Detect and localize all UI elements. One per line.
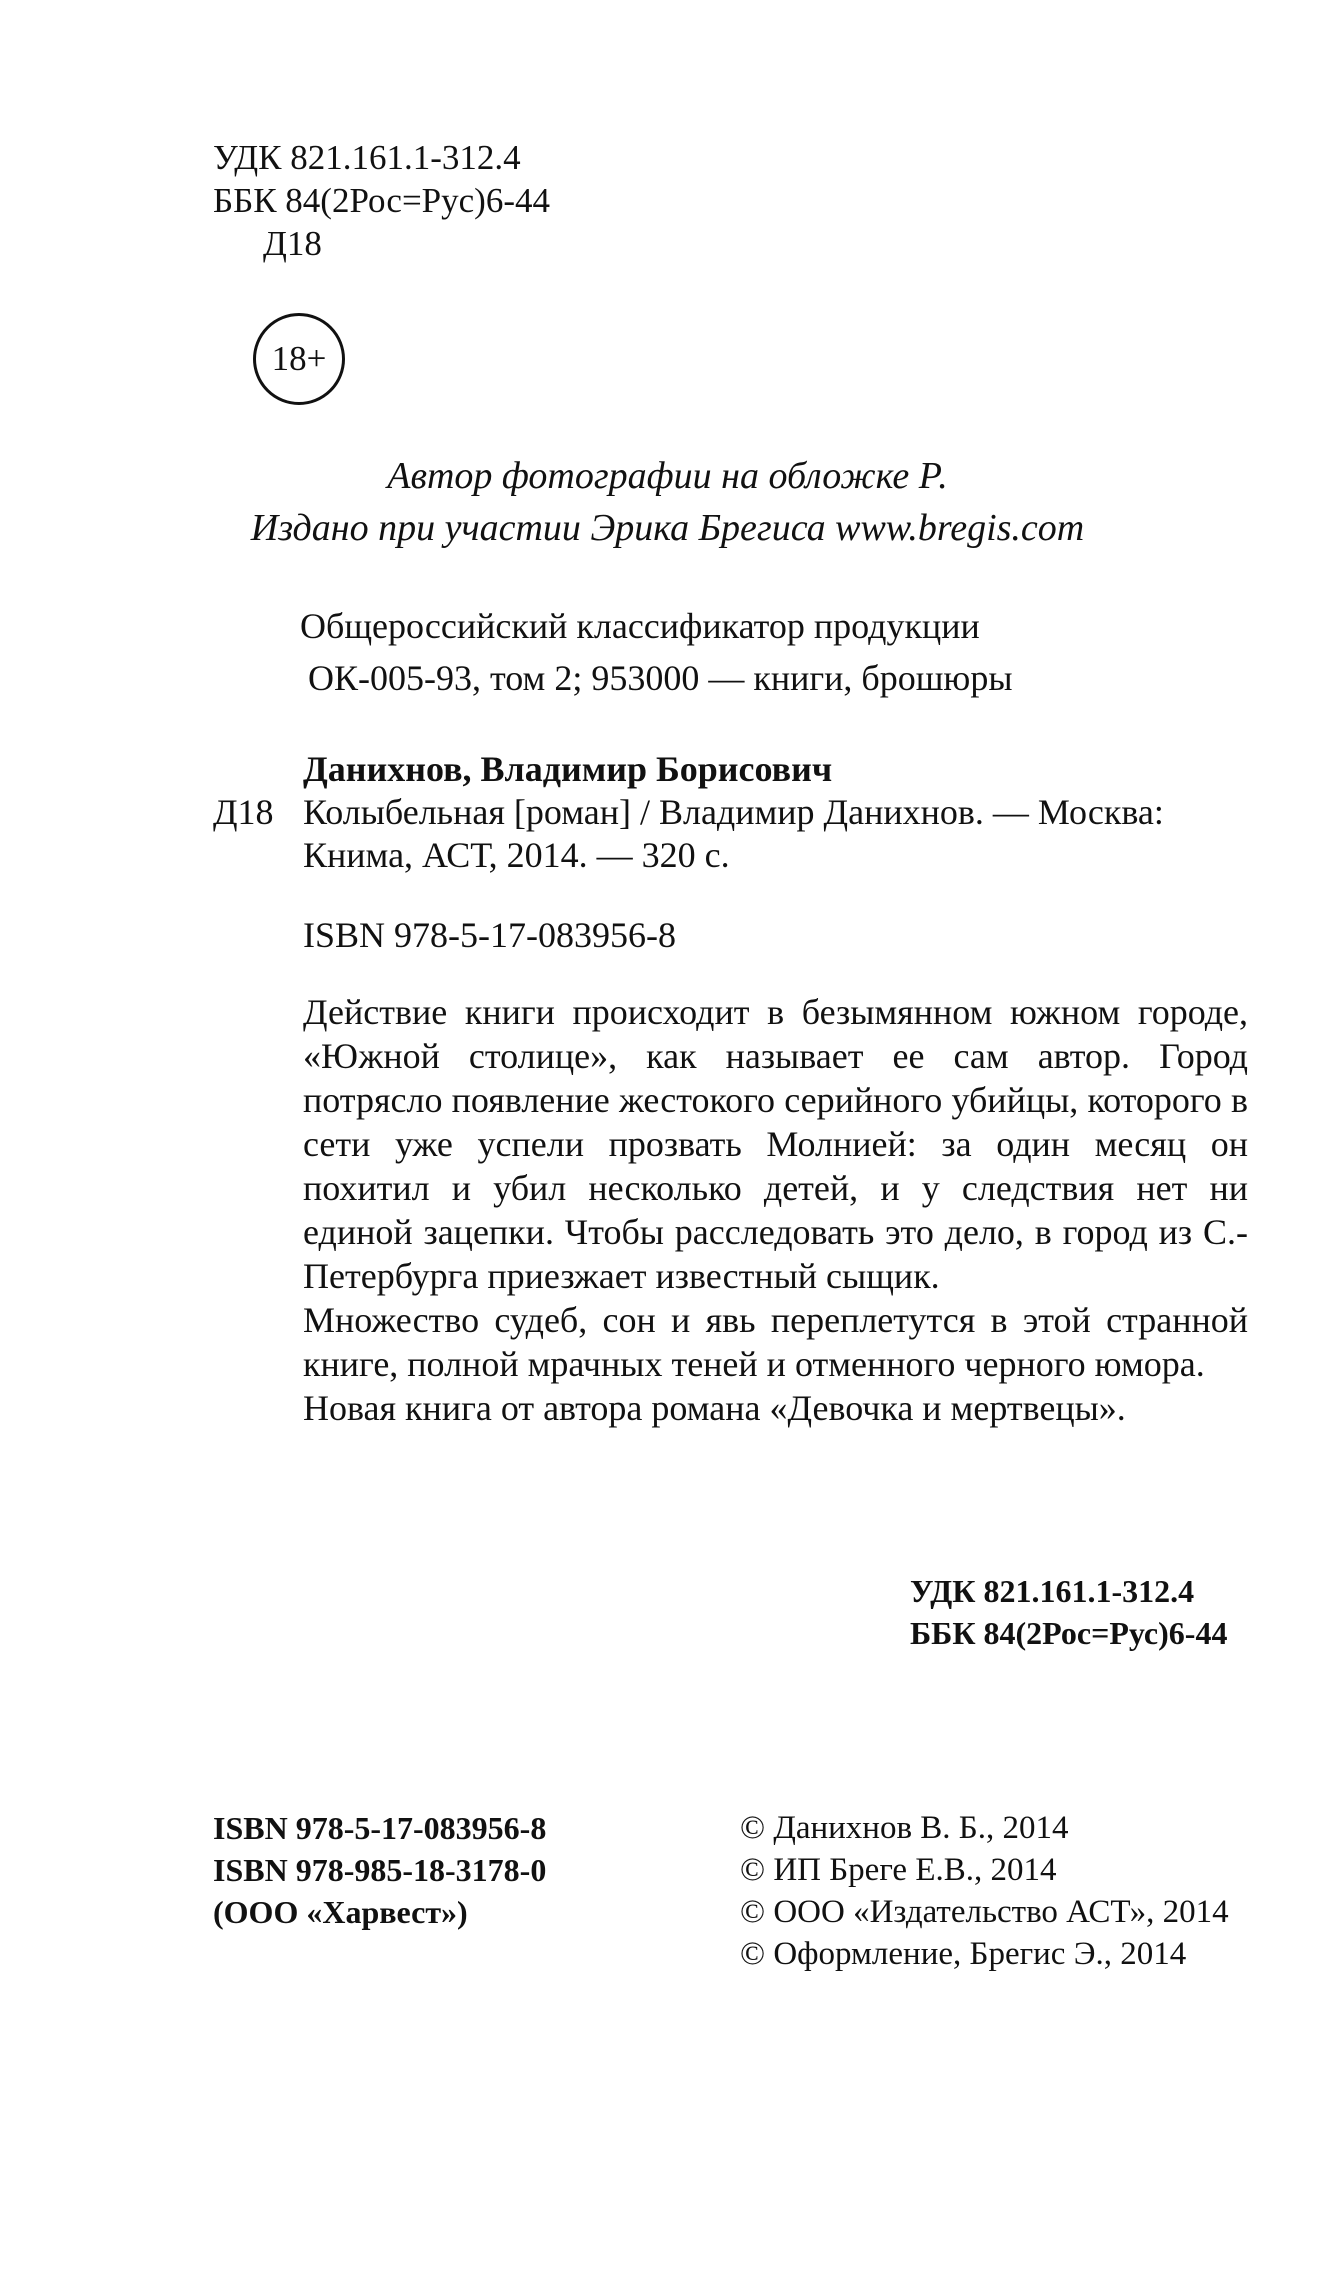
copyright-4: © Оформление, Брегис Э., 2014 — [740, 1936, 1187, 1972]
credits-block — [0, 450, 1335, 554]
header-codes — [213, 136, 550, 265]
annotation-paragraph-1: Действие книги происходит в безымянном южном городе, «Южной столице», как называет ее сам автор. Город потрясло появление жестокого серийного убийцы, которого в сети уже успели прозвать Молнией: за один месяц он похитил и убил несколько детей, и у следствия нет ни единой зацепки. Чтобы расследовать это дело, в город из С.-Петербурга приезжает известный сыщик. — [303, 992, 1248, 1296]
isbn-list — [213, 1807, 546, 1933]
age-rating-badge — [253, 313, 345, 405]
product-classifier — [300, 600, 1013, 704]
copyright-list — [740, 1807, 1229, 1975]
author-name: Данихнов, Владимир Борисович — [303, 749, 833, 789]
bibliographic-line-1: Колыбельная [роман] / Владимир Данихнов. — Москва: — [303, 792, 1164, 832]
bibliographic-record — [213, 748, 1248, 877]
author-sign: Д18 — [263, 224, 322, 263]
isbn-publisher: (ООО «Харвест») — [213, 1894, 468, 1930]
age-rating-label: 18+ — [271, 339, 327, 378]
annotation-paragraph-3: Новая книга от автора романа «Девочка и мертвецы». — [303, 1388, 1126, 1428]
copyright-1: © Данихнов В. Б., 2014 — [740, 1810, 1069, 1846]
classifier-line-2: ОК-005-93, том 2; 953000 — книги, брошюры — [308, 658, 1013, 698]
bbk-code: ББК 84(2Рос=Рус)6-44 — [213, 181, 550, 220]
isbn-1: ISBN 978-5-17-083956-8 — [213, 1810, 547, 1846]
photo-credit: Автор фотографии на обложке Р. — [387, 455, 948, 497]
bibliographic-sign: Д18 — [213, 792, 274, 832]
footer-udk: УДК 821.161.1-312.4 — [910, 1573, 1195, 1609]
classifier-line-1: Общероссийский классификатор продукции — [300, 606, 980, 646]
copyright-3: © ООО «Издательство АСТ», 2014 — [740, 1894, 1229, 1930]
footer-codes — [910, 1570, 1227, 1654]
annotation — [303, 990, 1248, 1430]
isbn-main — [303, 914, 676, 957]
copyright-2: © ИП Бреге Е.В., 2014 — [740, 1852, 1057, 1888]
udk-code: УДК 821.161.1-312.4 — [213, 138, 521, 177]
bibliographic-line-2: Книма, АСТ, 2014. — 320 с. — [303, 835, 730, 875]
isbn-main-value: ISBN 978-5-17-083956-8 — [303, 915, 676, 955]
isbn-2: ISBN 978-985-18-3178-0 — [213, 1852, 547, 1888]
publisher-credit: Издано при участии Эрика Брегиса www.bregis.com — [250, 507, 1085, 549]
footer-bbk: ББК 84(2Рос=Рус)6-44 — [910, 1615, 1228, 1651]
annotation-paragraph-2: Множество судеб, сон и явь переплетутся в этой странной книге, полной мрачных теней и отменного черного юмора. — [303, 1300, 1248, 1384]
